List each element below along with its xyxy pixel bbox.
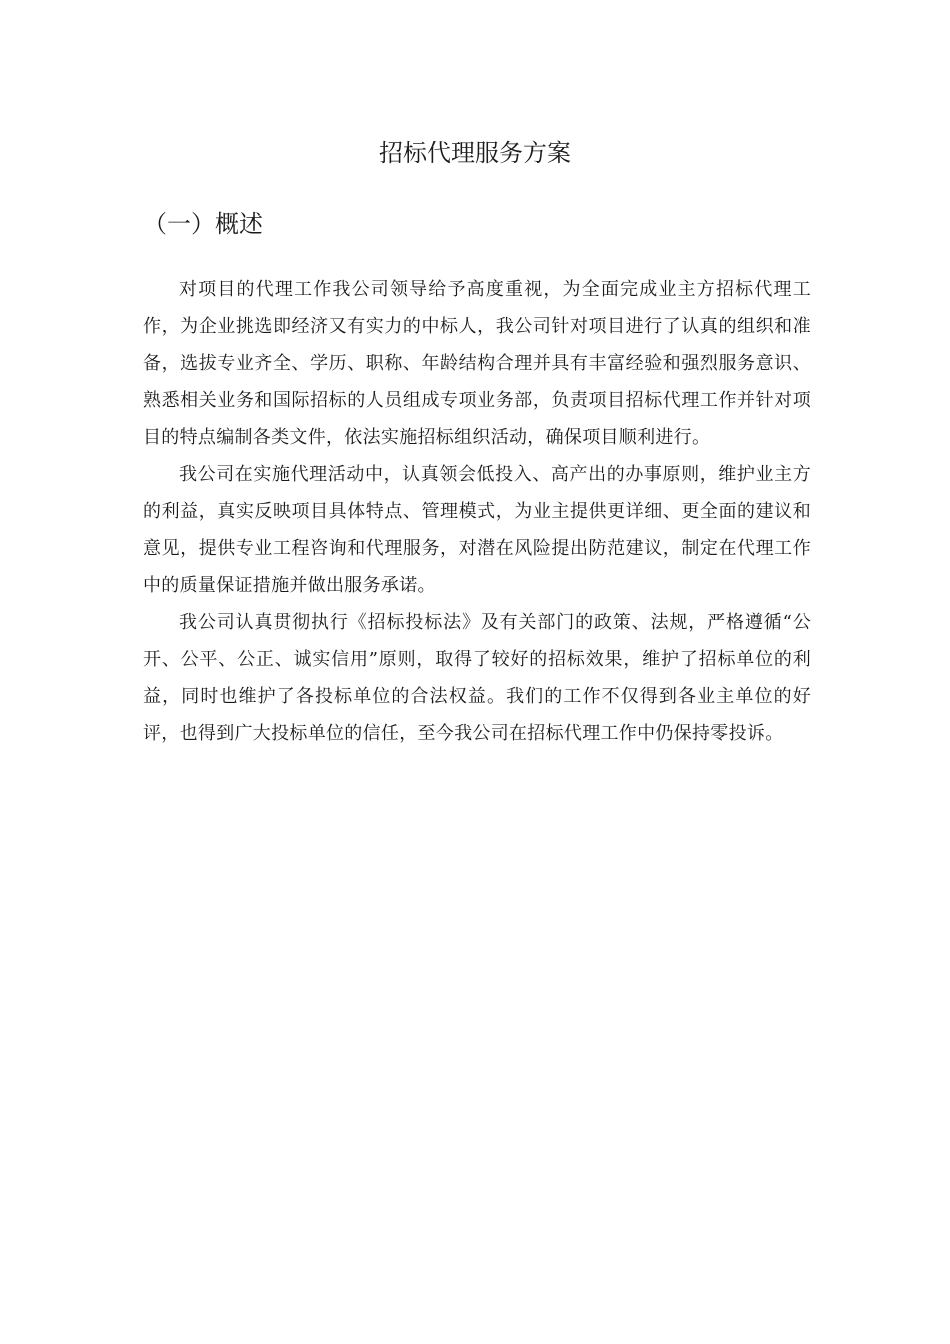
paragraph-1: 对项目的代理工作我公司领导给予高度重视，为全面完成业主方招标代理工作，为企业挑选即经济又有实力的中标人，我公司针对项目进行了认真的组织和准备，选拔专业齐全、学历、职称、年龄结构合理并具有丰富经验和强烈服务意识、熟悉相关业务和国际招标的人员组成专项业务部，负责项目招标代理工作并针对项目的特点编制各类文件，依法实施招标组织活动，确保项目顺利进行。 [143, 279, 811, 448]
section-heading: （一）概述 [143, 210, 263, 238]
document-body [143, 271, 811, 752]
document-title: 招标代理服务方案 [379, 139, 571, 167]
paragraph-2: 我公司在实施代理活动中，认真领会低投入、高产出的办事原则，维护业主方的利益，真实反映项目具体特点、管理模式，为业主提供更详细、更全面的建议和意见，提供专业工程咨询和代理服务，对潜在风险提出防范建议，制定在代理工作中的质量保证措施并做出服务承诺。 [143, 464, 811, 596]
paragraph-3: 我公司认真贯彻执行《招标投标法》及有关部门的政策、法规，严格遵循“公开、公平、公正、诚实信用”原则，取得了较好的招标效果，维护了招标单位的利益，同时也维护了各投标单位的合法权益。我们的工作不仅得到各业主单位的好评，也得到广大投标单位的信任，至今我公司在招标代理工作中仍保持零投诉。 [143, 612, 811, 744]
